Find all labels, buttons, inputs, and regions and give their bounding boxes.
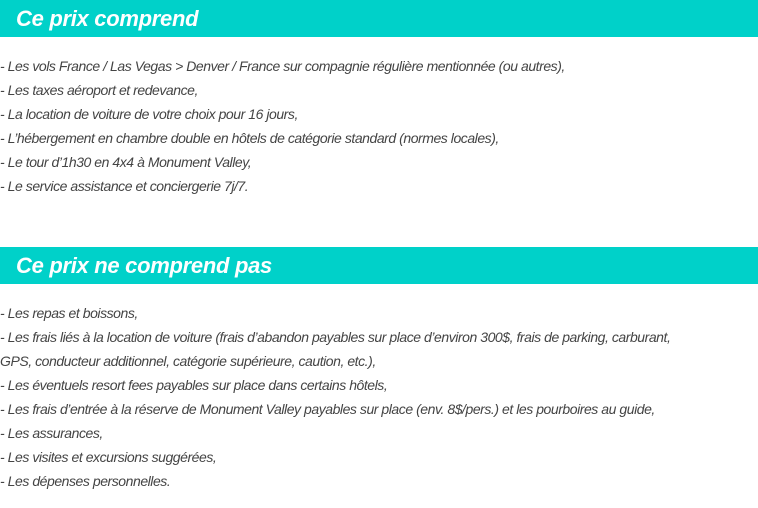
list-item: - Le service assistance et conciergerie 7j/7. — [0, 178, 249, 194]
list-item: - Les repas et boissons, — [0, 305, 138, 321]
list-item: - Les frais liés à la location de voiture (frais d’abandon payables sur place d’environ 300$, frais de parking, carburant, — [0, 329, 671, 345]
included-section-title: Ce prix comprend — [0, 0, 758, 37]
list-item: - Les vols France / Las Vegas > Denver / France sur compagnie régulière mentionnée (ou autres), — [0, 58, 565, 74]
list-item: - Les assurances, — [0, 425, 103, 441]
excluded-section-title: Ce prix ne comprend pas — [0, 247, 758, 284]
list-item: - La location de voiture de votre choix pour 16 jours, — [0, 106, 298, 122]
list-item: - Les frais d’entrée à la réserve de Monument Valley payables sur place (env. 8$/pers.) et les pourboires au guide, — [0, 401, 655, 417]
list-item: - Les dépenses personnelles. — [0, 473, 171, 489]
list-item: - L’hébergement en chambre double en hôtels de catégorie standard (normes locales), — [0, 130, 499, 146]
list-item: - Les taxes aéroport et redevance, — [0, 82, 198, 98]
list-item: - Les éventuels resort fees payables sur place dans certains hôtels, — [0, 377, 388, 393]
excluded-list — [0, 301, 758, 493]
list-item: - Les visites et excursions suggérées, — [0, 449, 217, 465]
included-list — [0, 54, 758, 198]
list-item: GPS, conducteur additionnel, catégorie supérieure, caution, etc.), — [0, 353, 376, 369]
list-item: - Le tour d’1h30 en 4x4 à Monument Valley, — [0, 154, 252, 170]
